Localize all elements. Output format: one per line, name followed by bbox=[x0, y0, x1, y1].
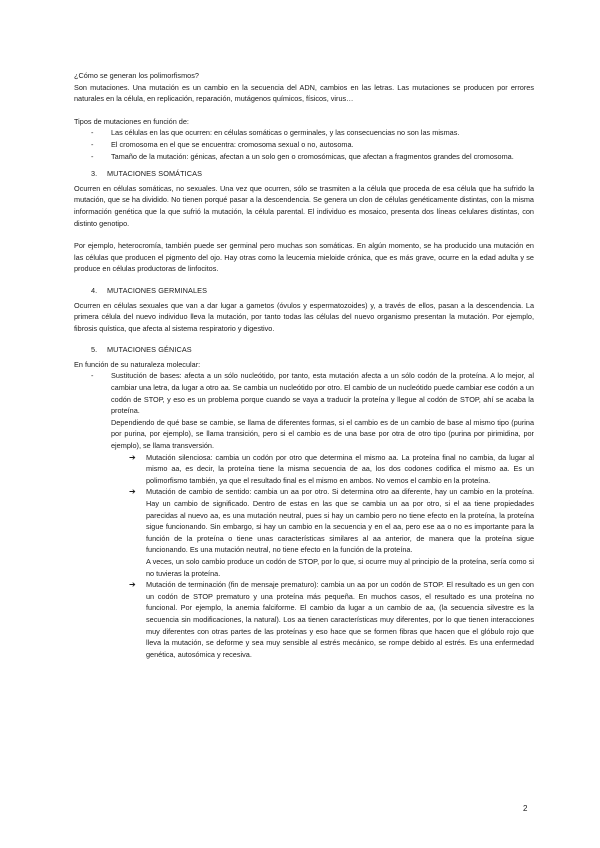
germinales-paragraph: Ocurren en células sexuales que van a dar lugar a gametos (óvulos y espermatozoides) y, a través de ellos, pasan a la descendencia. La primera célula del nuevo individuo lleva la mutación, por tanto todas las células del nuevo organismo presentan la mutación. Por ejemplo, fibrosis quística, que afecta al sistema respiratorio y digestivo. bbox=[74, 300, 534, 333]
section-number: 5. bbox=[91, 345, 98, 355]
somaticas-paragraph-1: Ocurren en células somáticas, no sexuales. Una vez que ocurren, sólo se trasmiten a la célula que proceda de esa célula que ha sufrido la mutación, que se ha dividido. No tienen porqué pasar a la descendencia. Se genera un clon de células genéticamente distintas, con la misma información genética que la que sufrió la mutación, la célula parental. El individuo es mosaico, presenta dos líneas celulares distintas, con distinto genotipo. bbox=[74, 183, 534, 228]
section-title: MUTACIONES GERMINALES bbox=[107, 285, 208, 295]
list-item-cambio-sentido bbox=[74, 486, 534, 556]
list-item: - Tamaño de la mutación: génicas, afectan a un solo gen o cromosómicas, que afectan a fragmentos grandes del cromosoma. bbox=[74, 151, 534, 163]
section-number: 3. bbox=[91, 169, 98, 179]
mutation-types-list-2 bbox=[74, 579, 534, 660]
list-item: - El cromosoma en el que se encuentra: cromosoma sexual o no, autosoma. bbox=[74, 139, 534, 151]
item-text: Mutación de cambio de sentido: cambia un aa por otro. Si determina otro aa diferente, hay un cambio en la proteína. Hay un cambio de significado. Dentro de estas en las que se cambia un aa por otro, si el aa tiene propiedades parecidas al nuevo aa, es una mutación neutral, pues si hay un cambio pero no tiene efecto en la proteína, la proteína sigue funcionando. Sin embargo, si hay un cambio en la secuencia y en el aa, pero ese aa o no es importante para la función de la proteína o tiene unas características similares al aa anterior, de manera que la proteína sigue funcionando. Es una mutación neutral, no tiene efecto en la función de la proteína. bbox=[146, 487, 534, 555]
list-item-terminacion bbox=[74, 579, 534, 660]
arrow-icon: ➔ bbox=[129, 580, 136, 590]
section-heading-genicas bbox=[74, 344, 534, 356]
genicas-intro: En función de su naturaleza molecular: bbox=[74, 359, 201, 369]
arrow-icon: ➔ bbox=[129, 452, 136, 462]
page-number: 2 bbox=[523, 804, 528, 813]
cambio-sentido-extra: A veces, un solo cambio produce un codón de STOP, por lo que, si ocurre muy al principio de la proteína, sería como si no tuvieras la proteína. bbox=[146, 556, 534, 578]
genicas-list bbox=[74, 370, 534, 416]
tipos-list bbox=[74, 127, 534, 162]
somaticas-paragraph-2: Por ejemplo, heterocromía, también puede ser germinal pero muchas son somáticas. En algún momento, se ha producido una mutación en las células que producen el pigmento del ojo. Hay otras como la leucemia mieloide crónica, que es más grave, ocurre en la edad adulta y se produce en células productoras de linfocitos. bbox=[74, 241, 534, 274]
section-number: 4. bbox=[91, 285, 98, 295]
section-title: MUTACIONES GÉNICAS bbox=[107, 345, 192, 355]
document-page bbox=[74, 70, 534, 660]
list-item: - Las células en las que ocurren: en células somáticas o germinales, y las consecuencias no son las mismas. bbox=[74, 127, 534, 139]
genicas-paragraph-2: Dependiendo de qué base se cambie, se llama de diferentes formas, si el cambio es de un cambio de base al mismo tipo (purina por purina, por ejemplo), se llama transición, pero si el cambio es de una base por otra de otro tipo (purina por pirimidina, por ejemplo), se llama transversión. bbox=[111, 417, 534, 451]
intro-paragraph: Son mutaciones. Una mutación es un cambio en la secuencia del ADN, cambios en las letras. Las mutaciones se producen por errores naturales en la célula, en replicación, reparación, mutágenos químicos, físicos, virus… bbox=[74, 82, 534, 104]
section-heading-somaticas bbox=[74, 168, 534, 180]
list-item: - Sustitución de bases: afecta a un sólo nucleótido, por tanto, esta mutación afecta a un sólo codón de la proteína. A lo mejor, al cambiar una letra, da lugar a otro aa. Se cambia un nucleótido por otro. El cambio de un nucleótido puede cambiar ese codón a un codón de STOP, y eso es un problema porque cuando se vaya a traducir la proteína y llegue al codón de STOP, ahí se acaba la proteína. bbox=[74, 370, 534, 416]
section-title: MUTACIONES SOMÁTICAS bbox=[107, 169, 203, 179]
question-heading: ¿Cómo se generan los polimorfismos? bbox=[74, 71, 199, 80]
list-item-silenciosa bbox=[74, 452, 534, 487]
item-text: Mutación silenciosa: cambia un codón por otro que determina el mismo aa. La proteína final no cambia, da lugar al mismo aa, es decir, la proteína tiene la misma secuencia de aa, los dos codones codifica el mismo aa. Es un polimorfismo también, ya que el resultado final es el mismo en ambos. No vemos el cambio en la proteína. bbox=[146, 452, 534, 485]
item-text: Mutación de terminación (fin de mensaje prematuro): cambia un aa por un codón de STOP. El resultado es un gen con un codón de STOP prematuro y una proteína más pequeña. En muchos casos, el resultado es una proteína no funcional. Por ejemplo, la anemia falciforme. El cambio da lugar a un cambio de aa, (la secuencia silvestre es la secuencia sin modificaciones, la natural). Los aa tienen características muy diferentes, por lo que tienen interacciones muy diferentes con otras partes de las proteínas y eso hace que se formen fibras que hacen que el glóbulo rojo que lleva la mutación, se deforme y sea muy sensible al estrés mecánico, se rompe debido al estrés. Es una enfermedad genética, autosómica y recesiva. bbox=[146, 580, 534, 659]
section-heading-germinales bbox=[74, 285, 534, 297]
tipos-title: Tipos de mutaciones en función de: bbox=[74, 116, 189, 126]
mutation-types-list bbox=[74, 452, 534, 556]
arrow-icon: ➔ bbox=[129, 487, 136, 497]
